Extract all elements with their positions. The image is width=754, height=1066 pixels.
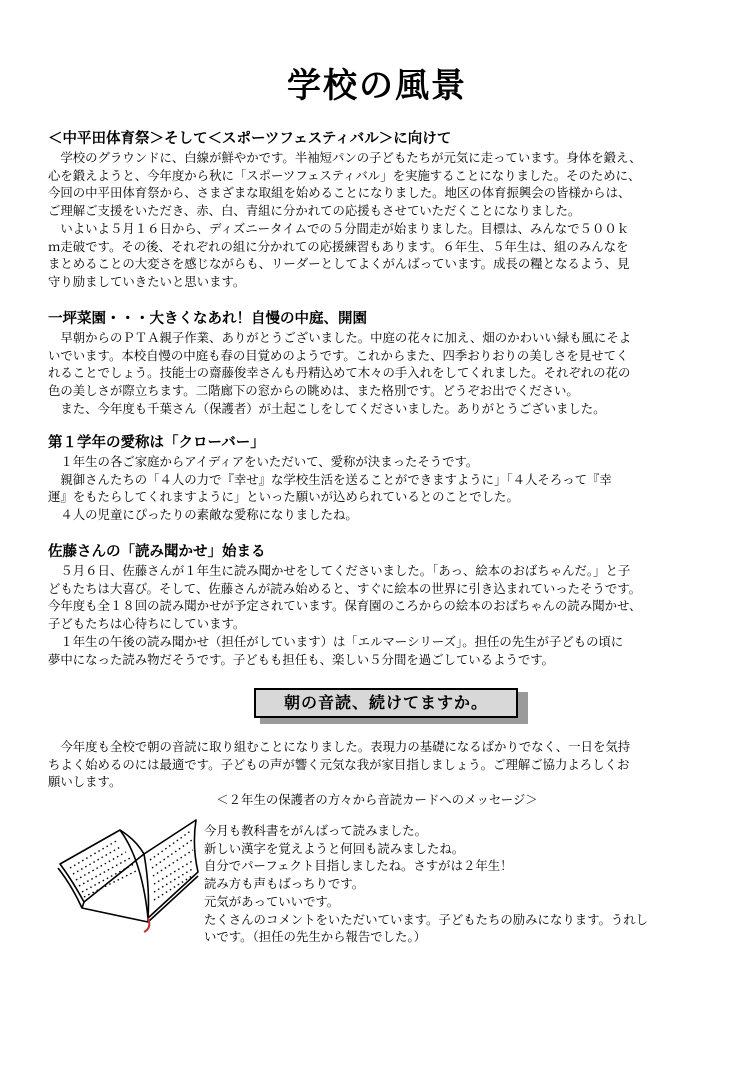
ondoku-banner: 朝の音読、続けてますか。 (254, 688, 518, 718)
section-clover (48, 434, 720, 524)
message-item: 新しい漢字を覚えようと何回も読みましたね。 (204, 840, 465, 856)
message-item: 読み方も声もばっちりです。 (204, 876, 365, 892)
ondoku-body: 今年度も全校で朝の音読に取り組むことになりました。表現力の基礎になるばかりでなく、一日を気持 ちよく始めるのには最適です。子どもの声が響く元気な我が家目指しましょう。ご理解ご協力よろしくお 願いします。 (48, 739, 631, 790)
section-heading: 第１学年の愛称は「クローバー」 (48, 435, 265, 451)
section-sports-festival (48, 130, 720, 291)
message-item: いです。（担任の先生から報告でした。） (204, 929, 427, 945)
message-item: たくさんのコメントをいただいています。子どもたちの励みになります。うれし (204, 911, 649, 927)
section-body: ５月６日、佐藤さんが１年生に読み聞かせをしてくださいました。「あっ、絵本のおばちゃんだ。」と子 どもたちは大喜び。そして、佐藤さんが読み始めると、すぐに絵本の世界に引き込まれていったそうです。 今年度も全１８回の読み聞かせが予定されています。保育園のころからの絵本のおばちゃんの読み聞かせ、 子どもたちは心待ちにしています。 １年生の午後の読み聞かせ（担任がしています）は「エルマーシリーズ」。担任の先生が子どもの頃に 夢中になった読み物だそうです。子どもも担任も、楽しい５分間を過ごしているようです。 (48, 563, 642, 667)
message-item: 今月も教科書をがんばって読みました。 (204, 823, 428, 838)
section-body: 学校のグラウンドに、白線が鮮やかです。半袖短パンの子どもたちが元気に走っています。身体を鍛え、 心を鍛えようと、今年度から秋に「スポーツフェスティバル」を実施することになりました。そのために、 今回の中平田体育祭から、さまざまな取組を始めることになりました。地区の体育振興会の皆様からは、 ご理解ご支援をいただき、赤、白、青組に分かれての応援もさせていただくことになりました。 いよいよ５月１６日から、ディズニータイムでの５分間走が始まりました。目標は、みんなで５００ｋ ｍ走破です。その後、それぞれの組に分かれての応援練習もあります。６年生、５年生は、組のみんなを まとめることの大変さを感じながらも、リーダーとしてよくがんばっています。成長の糧となるよう、見 守り励ましていきたいと思います。 (48, 150, 642, 289)
section-heading: 一坪菜園・・・大きくなあれ！自慢の中庭、開園 (48, 311, 367, 327)
section-reading-aloud (48, 543, 720, 668)
message-item: 自分でパーフェクト目指しましたね。さすがは２年生！ (204, 858, 513, 874)
section-body: 早朝からのＰＴＡ親子作業、ありがとうございました。中庭の花々に加え、畑のかわいい緑も風にそよ いでいます。本校自慢の中庭も春の目覚めのようです。これからまた、四季おりおりの美しさを見せてく れることでしょう。技能士の齋藤俊幸さんも丹精込めて木々の手入れをしてくれました。それぞれの花の 色の美しさが際立ちます。二階廊下の窓からの眺めは、また格別です。どうぞお出でください。 また、今年度も千葉さん（保護者）が土起こしをしてくださいました。ありがとうございました。 (48, 330, 632, 416)
section-heading: ＜中平田体育祭＞そして＜スポーツフェスティバル＞に向けて (48, 131, 452, 147)
section-ondoku (48, 738, 720, 791)
message-caption: ＜２年生の保護者の方々から音読カードへのメッセージ＞ (216, 792, 538, 807)
open-book-icon (52, 810, 200, 936)
message-list (204, 822, 720, 946)
section-garden (48, 310, 720, 418)
message-item: 元気があっていいです。 (204, 893, 340, 909)
section-body: １年生の各ご家庭からアイディアをいただいて、愛称が決まったそうです。 親御さんたちの「４人の力で『幸せ』な学校生活を送ることができますように」「４人そろって『幸 運』をもたらしてくれますように」といった願いが込められているとのことでした。 ４人の児童にぴったりの素敵な愛称になりましたね。 (48, 454, 612, 523)
section-heading: 佐藤さんの「読み聞かせ」始まる (48, 544, 266, 560)
page-title: 学校の風景 (287, 66, 467, 106)
